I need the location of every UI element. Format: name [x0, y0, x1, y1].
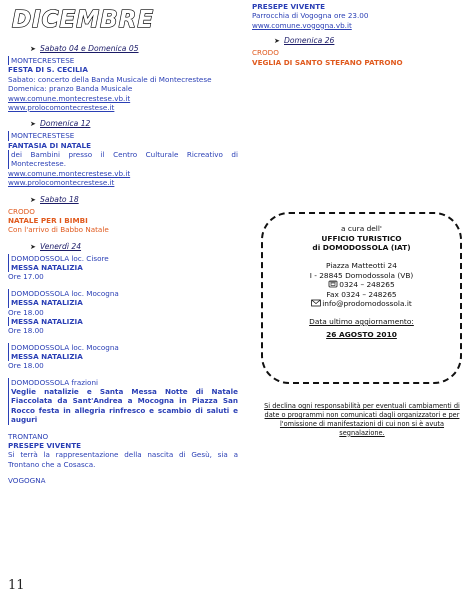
event-block — [8, 56, 238, 112]
arrow-right-icon: ➤ — [30, 242, 36, 251]
event-location: CRODO — [252, 48, 279, 58]
event-block — [8, 378, 238, 425]
update-date: 26 AGOSTO 2010 — [326, 329, 397, 339]
left-column — [8, 6, 238, 492]
event-location: MONTECRESTESE — [8, 56, 238, 65]
event-link[interactable]: www.comune.vogogna.vb.it — [252, 20, 352, 30]
office-email-row — [263, 299, 460, 309]
email-icon — [311, 299, 321, 307]
event-location: VOGOGNA — [8, 475, 46, 485]
arrow-right-icon: ➤ — [274, 37, 280, 46]
office-city: di DOMODOSSOLA (IAT) — [312, 243, 411, 253]
office-address: Piazza Matteotti 24 — [326, 260, 397, 270]
arrow-right-icon: ➤ — [30, 195, 36, 204]
office-address: I - 28845 Domodossola (VB) — [309, 270, 414, 280]
event-title: FANTASIA DI NATALE — [8, 140, 92, 150]
page-number: 11 — [8, 578, 25, 593]
event-description: Parrocchia di Vogogna ore 23.00 — [252, 11, 369, 21]
event-location: DOMODOSSOLA loc. Mocogna — [8, 343, 238, 352]
event-block — [8, 207, 238, 235]
date-heading: ➤ Venerdì 24 — [30, 241, 82, 251]
event-block — [252, 48, 464, 67]
event-link[interactable]: www.prolocomontecrestese.it — [8, 102, 115, 112]
event-description: Con l'arrivo di Babbo Natale — [8, 225, 109, 235]
event-title: MESSA NATALIZIA — [8, 298, 238, 307]
update-label: Data ultimo aggiornamento: — [309, 317, 414, 326]
event-link[interactable]: www.comune.montecrestese.vb.it — [8, 168, 131, 178]
phone-icon — [328, 280, 338, 288]
event-time: Ore 18.00 — [8, 307, 44, 317]
event-block — [8, 343, 238, 371]
event-location: CRODO — [8, 206, 35, 216]
event-description: Si terrà la rappresentazione della nascita di Gesù, sia a Trontano che a Cosasca. — [8, 450, 238, 469]
right-column — [252, 2, 464, 74]
event-title: NATALE PER I BIMBI — [8, 215, 88, 225]
box-intro: a cura dell' — [341, 224, 382, 233]
event-title: MESSA NATALIZIA — [8, 263, 238, 272]
event-time: Ore 18.00 — [8, 361, 44, 371]
event-link[interactable]: www.prolocomontecrestese.it — [8, 178, 115, 188]
tourist-office-box — [261, 212, 462, 384]
event-location: DOMODOSSOLA frazioni — [8, 378, 238, 387]
office-fax: Fax 0324 – 248265 — [326, 289, 397, 299]
event-block — [8, 289, 238, 336]
date-heading: ➤ Domenica 26 — [274, 36, 335, 46]
event-title: FESTA DI S. CECILIA — [8, 65, 88, 75]
event-block — [8, 131, 238, 187]
event-description: Sabato: concerto della Banda Musicale di Montecrestese — [8, 74, 212, 84]
event-time: Ore 17.00 — [8, 272, 44, 282]
event-title: PRESEPE VIVENTE — [252, 2, 326, 11]
event-location: TRONTANO — [8, 431, 49, 441]
event-title: VEGLIA DI SANTO STEFANO PATRONO — [252, 57, 403, 67]
event-time: Ore 18.00 — [8, 326, 44, 336]
arrow-right-icon: ➤ — [30, 45, 36, 53]
event-title: MESSA NATALIZIA — [8, 352, 238, 361]
date-heading: ➤ Sabato 04 e Domenica 05 — [30, 44, 139, 53]
event-block — [8, 432, 238, 469]
event-block — [252, 2, 464, 30]
office-email[interactable]: info@prodomodossola.it — [322, 299, 412, 309]
event-location: DOMODOSSOLA loc. Mocogna — [8, 289, 238, 298]
event-description: dei Bambini presso il Centro Culturale Ricreativo di Montecrestese. — [8, 150, 238, 169]
event-block — [8, 476, 238, 485]
event-location: MONTECRESTESE — [8, 131, 238, 140]
event-title: MESSA NATALIZIA — [8, 317, 238, 326]
month-title: DICEMBRE — [12, 7, 155, 33]
office-phone-row — [263, 280, 460, 290]
arrow-right-icon: ➤ — [30, 120, 36, 129]
date-heading: ➤ Sabato 18 — [30, 194, 79, 204]
event-link[interactable]: www.comune.montecrestese.vb.it — [8, 93, 131, 103]
disclaimer: Si declina ogni responsabilità per eventuali cambiamenti di date o programmi non comunicati dagli organizzatori e per l'omissione di manifestazioni di cui non si è avuta segnalazione. — [264, 402, 460, 437]
event-location: DOMODOSSOLA loc. Cisore — [8, 254, 238, 263]
event-description: Domenica: pranzo Banda Musicale — [8, 84, 133, 94]
office-phone: 0324 – 248265 — [339, 280, 395, 290]
event-title: PRESEPE VIVENTE — [8, 440, 82, 450]
office-name: UFFICIO TURISTICO — [321, 233, 402, 243]
event-block — [8, 254, 238, 282]
date-heading: ➤ Domenica 12 — [30, 119, 91, 129]
event-title: Veglie natalizie e Santa Messa Notte di Natale Fiaccolata da Sant'Andrea a Mocogna in Piazza San Rocco festa in allegria rinfresco e scambio di saluti e auguri — [8, 387, 238, 424]
